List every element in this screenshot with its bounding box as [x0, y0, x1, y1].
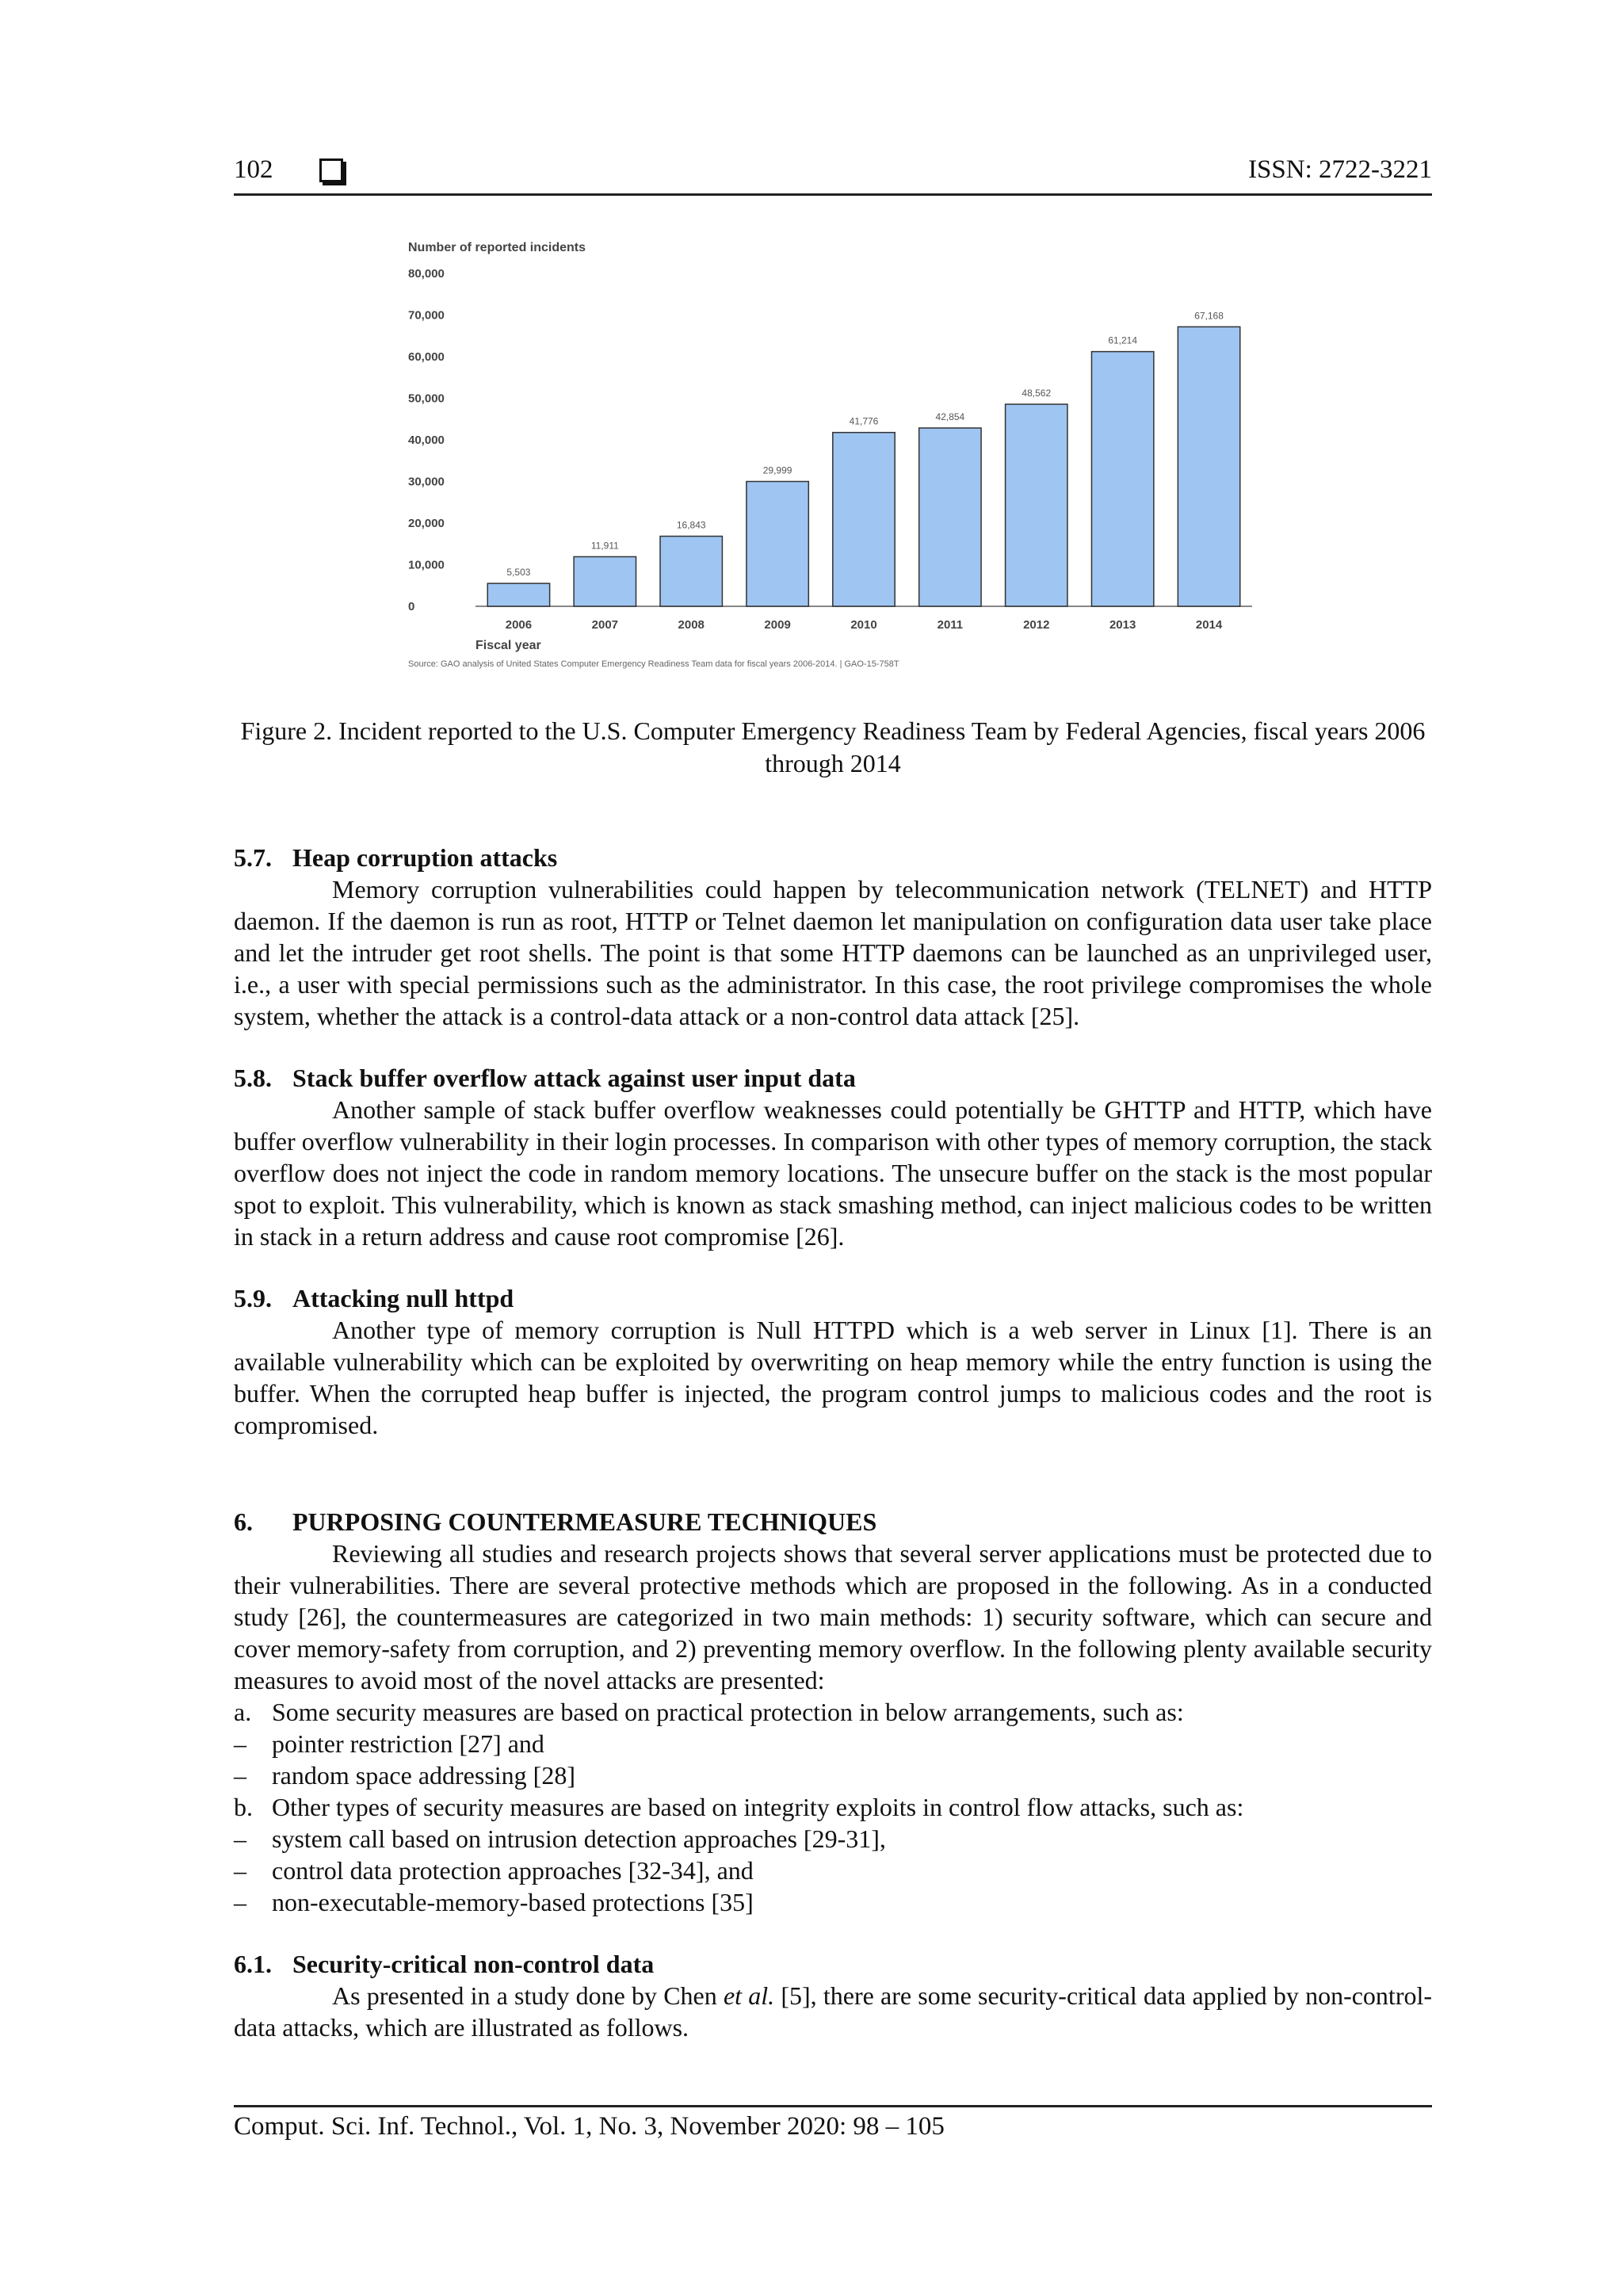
section-6-heading: 6. PURPOSING COUNTERMEASURE TECHNIQUES: [234, 1507, 877, 1536]
page-header: [234, 155, 1432, 196]
list-item-a1: – pointer restriction [27] and: [234, 1729, 544, 1758]
x-tick-label-2013: 2013: [1109, 618, 1136, 632]
data-label-2014: 67,168: [1194, 310, 1224, 322]
y-tick-label: 0: [408, 600, 415, 613]
bar-2014: [1178, 327, 1239, 606]
list-item-b: b. Other types of security measures are based on integrity exploits in control flow attacks, such as:: [234, 1793, 1244, 1821]
data-label-2009: 29,999: [762, 464, 792, 476]
x-tick-label-2012: 2012: [1023, 618, 1050, 632]
x-tick-label-2009: 2009: [764, 618, 791, 632]
data-label-2007: 11,911: [590, 540, 619, 552]
bar-2007: [574, 556, 636, 606]
section-5-9-body: Another type of memory corruption is Null HTTPD which is a web server in Linux [1]. There is an available vulnerability which can be exploited by overwriting on heap memory while the entry function is using the buffer. When the corrupted heap buffer is injected, the program control jumps to malicious codes and the root is compromised.: [234, 1316, 1432, 1439]
bar-2009: [747, 482, 808, 606]
chart-svg: [400, 234, 1260, 682]
figure-caption: Figure 2. Incident reported to the U.S. Computer Emergency Readiness Team by Federal Agencies, fiscal years 2006 through 2014: [240, 716, 1426, 777]
x-tick-label-2014: 2014: [1195, 618, 1223, 632]
bar-2012: [1006, 404, 1067, 606]
data-label-2008: 16,843: [676, 519, 706, 531]
bar-2006: [487, 583, 549, 606]
chart-source: Source: GAO analysis of United States Computer Emergency Readiness Team data for fiscal years 2006-2014. | GAO-15-758T: [408, 659, 899, 669]
section-6-1-heading: 6.1. Security-critical non-control data: [234, 1950, 655, 1978]
data-label-2011: 42,854: [935, 411, 965, 423]
chart-xlabel: Fiscal year: [475, 639, 541, 652]
list-item-b1: – system call based on intrusion detection approaches [29-31],: [234, 1824, 886, 1853]
x-tick-label-2006: 2006: [505, 618, 533, 632]
y-tick-label: 60,000: [408, 350, 445, 364]
bar-2013: [1091, 352, 1153, 606]
section-6-1-body: As presented in a study done by Chen et al. [5], there are some security-critical data applied by non-control-data attacks, which are illustrated as follows.: [234, 1981, 1433, 2042]
x-tick-label-2008: 2008: [678, 618, 705, 632]
issn: ISSN: 2722-3221: [1248, 155, 1432, 184]
square-bullet-icon: [319, 159, 343, 182]
bar-2008: [660, 537, 722, 606]
chart-ylabel: Number of reported incidents: [408, 241, 586, 254]
x-tick-label-2010: 2010: [850, 618, 877, 632]
x-tick-label-2007: 2007: [591, 618, 619, 632]
list-item-a: a. Some security measures are based on practical protection in below arrangements, such as:: [234, 1698, 1184, 1726]
article-body: [234, 842, 1432, 2043]
page-number: 102: [234, 155, 273, 184]
section-5-7-heading: 5.7. Heap corruption attacks: [234, 843, 558, 872]
y-tick-label: 50,000: [408, 392, 445, 406]
y-tick-label: 40,000: [408, 434, 445, 447]
section-5-8-body: Another sample of stack buffer overflow weaknesses could potentially be GHTTP and HTTP, which have buffer overflow vulnerability in their login processes. In comparison with other types of memory corruption, the stack overflow does not inject the code in random memory locations. The unsecure buffer on the stack is the most popular spot to exploit. This vulnerability, which is known as stack smashing method, can inject malicious codes to be written in stack in a return address and cause root compromise [26].: [234, 1095, 1432, 1251]
data-label-2013: 61,214: [1108, 334, 1138, 346]
y-tick-label: 80,000: [408, 267, 445, 281]
list-item-b2: – control data protection approaches [32-34], and: [234, 1856, 754, 1885]
incident-bar-chart: [400, 234, 1260, 682]
section-5-8-heading: 5.8. Stack buffer overflow attack against user input data: [234, 1064, 856, 1092]
footer-citation: Comput. Sci. Inf. Technol., Vol. 1, No. 3, November 2020: 98 – 105: [234, 2112, 945, 2141]
data-label-2010: 41,776: [849, 415, 879, 427]
y-tick-label: 30,000: [408, 475, 445, 489]
data-label-2012: 48,562: [1022, 388, 1052, 399]
y-tick-label: 20,000: [408, 517, 445, 530]
list-item-b3: – non-executable-memory-based protections [35]: [234, 1888, 754, 1916]
bar-2011: [919, 428, 981, 606]
y-tick-label: 70,000: [408, 308, 445, 323]
y-tick-label: 10,000: [408, 558, 445, 572]
list-item-a2: – random space addressing [28]: [234, 1761, 575, 1790]
section-5-7-body: Memory corruption vulnerabilities could happen by telecommunication network (TELNET) and HTTP daemon. If the daemon is run as root, HTTP or Telnet daemon let manipulation on configuration data user take place and let the intruder get root shells. The point is that some HTTP daemons can be launched as an unprivileged user, i.e., a user with special permissions such as the administrator. In this case, the root privilege compromises the whole system, whether the attack is a control-data attack or a non-control data attack [25].: [234, 875, 1432, 1030]
page-footer: [234, 2105, 1432, 2141]
data-label-2006: 5,503: [506, 567, 531, 579]
x-tick-label-2011: 2011: [937, 618, 964, 632]
section-6-body: Reviewing all studies and research projects shows that several server applications must be protected due to their vulnerabilities. There are several protective methods which are proposed in the following. As in a conducted study [26], the countermeasures are categorized in two main methods: 1) security software, which can secure and cover memory-safety from corruption, and 2) preventing memory overflow. In the following plenty available security measures to avoid most of the novel attacks are presented:: [234, 1539, 1432, 1694]
section-5-9-heading: 5.9. Attacking null httpd: [234, 1284, 514, 1312]
bar-2010: [833, 433, 895, 606]
